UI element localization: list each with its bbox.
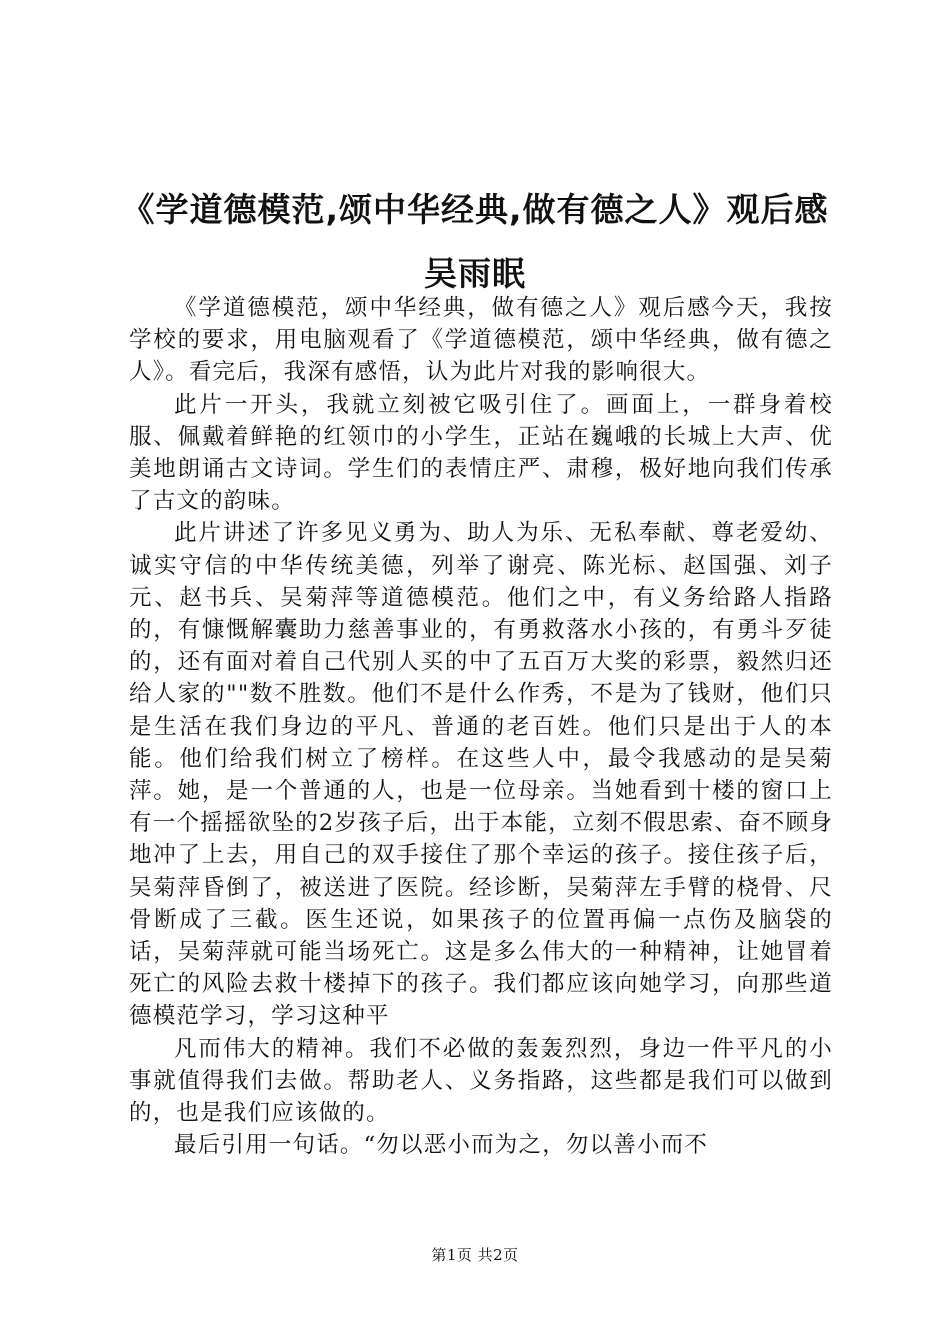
paragraph-5: 最后引用一句话。“勿以恶小而为之，勿以善小而不 [174, 1132, 709, 1159]
document-title: 《学道德模范,颂中华经典,做有德之人》观后感吴雨眠 [121, 190, 829, 293]
paragraph-2: 此片一开头，我就立刻被它吸引住了。画面上，一群身着校服、佩戴着鲜艳的红领巾的小学生，正站在巍峨的长城上大声、优美地朗诵古文诗词。学生们的表情庄严、肃穆，极好地向我们传承了古文的韵味。 [129, 391, 833, 515]
paragraph-3: 此片讲述了许多见义勇为、助人为乐、无私奉献、尊老爱幼、诚实守信的中华传统美德，列举了谢亮、陈光标、赵国强、刘子元、赵书兵、吴菊萍等道德模范。他们之中，有义务给路人指路的，有慷慨解囊助力慈善事业的，有勇救落水小孩的，有勇斗歹徒的，还有面对着自己代别人买的中了五百万大奖的彩票，毅然归还给人家的""数不胜数。他们不是什么作秀，不是为了钱财，他们只是生活在我们身边的平凡、普通的老百姓。他们只是出于人的本能。他们给我们树立了榜样。在这些人中，最令我感动的是吴菊萍。她，是一个普通的人，也是一位母亲。当她看到十楼的窗口上有一个摇摇欲坠的2岁孩子后，出于本能，立刻不假思索、奋不顾身地冲了上去，用自己的双手接住了那个幸运的孩子。接住孩子后，吴菊萍昏倒了，被送进了医院。经诊断，吴菊萍左手臂的桡骨、尺骨断成了三截。医生还说，如果孩子的位置再偏一点伤及脑袋的话，吴菊萍就可能当场死亡。这是多么伟大的一种精神，让她冒着死亡的风险去救十楼掉下的孩子。我们都应该向她学习，向那些道德模范学习，学习这种平 [129, 520, 833, 1030]
document-body [129, 292, 833, 1161]
paragraph-1: 《学道德模范，颂中华经典，做有德之人》观后感今天，我按学校的要求，用电脑观看了《学道德模范，颂中华经典，做有德之人》。看完后，我深有感悟，认为此片对我的影响很大。 [129, 295, 833, 386]
paragraph-4: 凡而伟大的精神。我们不必做的轰轰烈烈，身边一件平凡的小事就值得我们去做。帮助老人、义务指路，这些都是我们可以做到的，也是我们应该做的。 [129, 1035, 833, 1127]
page-footer: 第1页 共2页 [431, 1246, 519, 1264]
